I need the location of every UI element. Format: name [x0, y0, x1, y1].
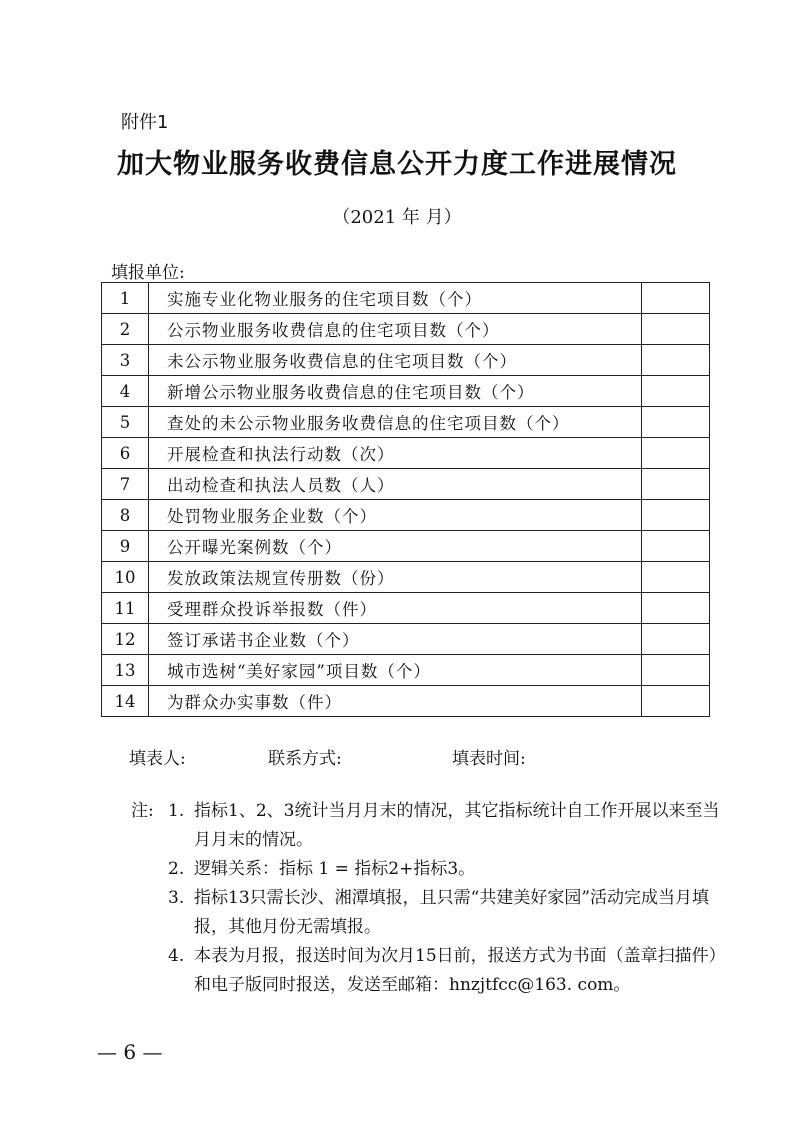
row-value-cell[interactable]	[642, 469, 710, 500]
table-row	[102, 593, 710, 624]
note-item	[168, 797, 728, 855]
table-row	[102, 624, 710, 655]
indicator-table	[101, 282, 710, 717]
row-value-cell[interactable]	[642, 314, 710, 345]
row-indicator: 公示物业服务收费信息的住宅项目数（个）	[149, 314, 642, 345]
row-indicator: 新增公示物业服务收费信息的住宅项目数（个）	[149, 376, 642, 407]
row-number: 12	[102, 624, 149, 655]
row-number: 7	[102, 469, 149, 500]
note-item	[168, 855, 728, 884]
row-value-cell[interactable]	[642, 438, 710, 469]
row-value-cell[interactable]	[642, 345, 710, 376]
row-value-cell[interactable]	[642, 593, 710, 624]
table-row	[102, 469, 710, 500]
note-text: 指标13只需长沙、湘潭填报，且只需“共建美好家园”活动完成当月填报，其他月份无需填报。	[194, 888, 710, 937]
row-indicator: 为群众办实事数（件）	[149, 686, 642, 717]
row-indicator: 实施专业化物业服务的住宅项目数（个）	[149, 283, 642, 314]
note-text: 本表为月报，报送时间为次月15日前，报送方式为书面（盖章扫描件）和电子版同时报送，发送至邮箱：hnzjtfcc@163. com。	[194, 946, 726, 995]
row-value-cell[interactable]	[642, 624, 710, 655]
row-number: 3	[102, 345, 149, 376]
row-indicator: 城市选树“美好家园”项目数（个）	[149, 655, 642, 686]
row-indicator: 开展检查和执法行动数（次）	[149, 438, 642, 469]
row-value-cell[interactable]	[642, 500, 710, 531]
row-value-cell[interactable]	[642, 562, 710, 593]
note-number: 1.	[168, 801, 185, 821]
contact-label: 联系方式:	[268, 749, 342, 769]
row-indicator: 出动检查和执法人员数（人）	[149, 469, 642, 500]
page-number: — 6 —	[97, 1040, 163, 1064]
table-row	[102, 438, 710, 469]
note-text: 指标1、2、3统计当月月末的情况，其它指标统计自工作开展以来至当月月末的情况。	[194, 801, 720, 850]
row-value-cell[interactable]	[642, 531, 710, 562]
row-value-cell[interactable]	[642, 407, 710, 438]
row-value-cell[interactable]	[642, 686, 710, 717]
reporting-unit-label: 填报单位:	[111, 263, 185, 283]
table-row	[102, 283, 710, 314]
row-indicator: 未公示物业服务收费信息的住宅项目数（个）	[149, 345, 642, 376]
row-number: 5	[102, 407, 149, 438]
note-text: 逻辑关系：指标 1 = 指标2+指标3。	[194, 859, 476, 879]
row-indicator: 公开曝光案例数（个）	[149, 531, 642, 562]
note-number: 4.	[168, 946, 185, 966]
row-value-cell[interactable]	[642, 283, 710, 314]
fill-time-label: 填表时间:	[452, 749, 526, 769]
attachment-label: 附件1	[121, 112, 169, 133]
table-row	[102, 531, 710, 562]
document-subtitle: （2021 年 月）	[332, 207, 462, 228]
row-number: 13	[102, 655, 149, 686]
row-value-cell[interactable]	[642, 376, 710, 407]
row-indicator: 签订承诺书企业数（个）	[149, 624, 642, 655]
note-item	[168, 942, 728, 1000]
note-number: 2.	[168, 859, 185, 879]
note-item	[168, 884, 728, 942]
row-number: 2	[102, 314, 149, 345]
table-row	[102, 655, 710, 686]
table-row	[102, 376, 710, 407]
row-number: 4	[102, 376, 149, 407]
filler-label: 填表人:	[129, 749, 186, 769]
row-number: 14	[102, 686, 149, 717]
row-number: 8	[102, 500, 149, 531]
table-row	[102, 686, 710, 717]
notes-label: 注:	[131, 801, 154, 821]
row-number: 10	[102, 562, 149, 593]
row-number: 6	[102, 438, 149, 469]
table-row	[102, 562, 710, 593]
row-number: 9	[102, 531, 149, 562]
row-number: 11	[102, 593, 149, 624]
row-indicator: 发放政策法规宣传册数（份）	[149, 562, 642, 593]
table-row	[102, 500, 710, 531]
table-row	[102, 345, 710, 376]
document-title: 加大物业服务收费信息公开力度工作进展情况	[117, 149, 677, 180]
row-indicator: 受理群众投诉举报数（件）	[149, 593, 642, 624]
table-row	[102, 314, 710, 345]
row-indicator: 处罚物业服务企业数（个）	[149, 500, 642, 531]
note-number: 3.	[168, 888, 185, 908]
table-row	[102, 407, 710, 438]
row-indicator: 查处的未公示物业服务收费信息的住宅项目数（个）	[149, 407, 642, 438]
row-value-cell[interactable]	[642, 655, 710, 686]
row-number: 1	[102, 283, 149, 314]
